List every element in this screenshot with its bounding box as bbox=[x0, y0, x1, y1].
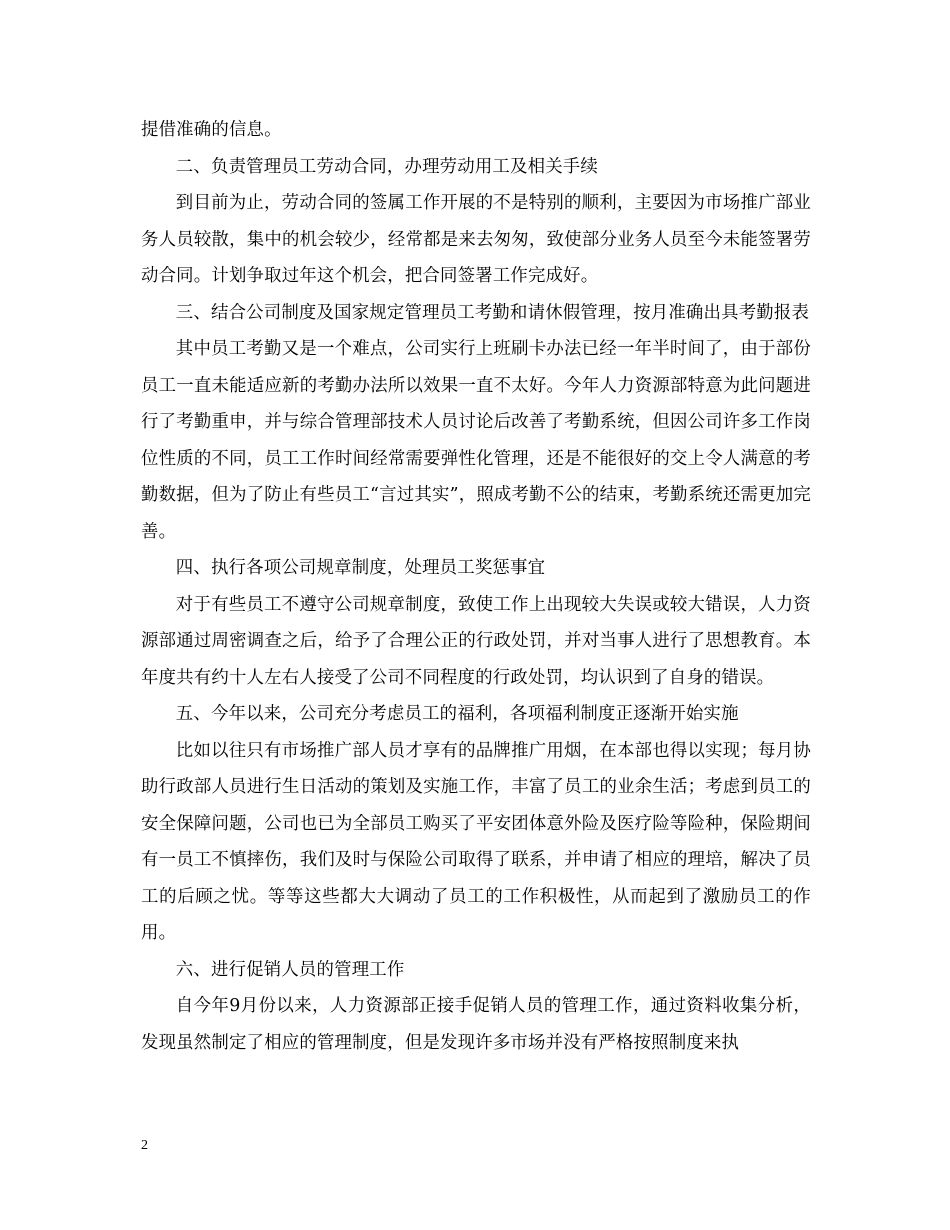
section-heading-6: 六、进行促销人员的管理工作 bbox=[175, 959, 405, 980]
section-heading-4: 四、执行各项公司规章制度，处理员工奖惩事宜 bbox=[175, 558, 546, 578]
paragraph-welfare: 比如以往只有市场推广部人员才享有的品牌推广用烟，在本部也得以实现；每月协助行政部人员进行生日活动的策划及实施工作，丰富了员工的业余生活；考虑到员工的安全保障问题，公司也已为全部员工购买了平安团体意外险及医疗险等险种，保险期间有一员工不慎摔伤，我们及时与保险公司取得了联系，并申请了相应的理培，解决了员工的后顾之忧。等等这些都大大调动了员工的工作积极性，从而起到了激励员工的作用。 bbox=[141, 740, 811, 943]
document-body bbox=[141, 112, 811, 1061]
paragraph-labor-contract: 到目前为止，劳动合同的签属工作开展的不是特别的顺利，主要因为市场推广部业务人员较散，集中的机会较少，经常都是来去匆匆，致使部分业务人员至今未能签署劳动合同。计划争取过年这个机会，把合同签署工作完成好。 bbox=[141, 193, 811, 286]
paragraph-promoters: 自今年9月份以来，人力资源部正接手促销人员的管理工作，通过资料收集分析，发现虽然制定了相应的管理制度，但是发现许多市场并没有严格按照制度来执 bbox=[141, 996, 811, 1053]
paragraph-continuation: 提借准确的信息。 bbox=[141, 120, 282, 140]
paragraph-attendance: 其中员工考勤又是一个难点，公司实行上班刷卡办法已经一年半时间了，由于部份员工一直未能适应新的考勤办法所以效果一直不太好。今年人力资源部特意为此问题进行了考勤重申，并与综合管理部技术人员讨论后改善了考勤系统，但因公司许多工作岗位性质的不同，员工工作时间经常需要弹性化管理，还是不能很好的交上令人满意的考勤数据，但为了防止有些员工“言过其实”，照成考勤不公的结束，考勤系统还需更加完善。 bbox=[141, 339, 811, 542]
section-heading-5: 五、今年以来，公司充分考虑员工的福利，各项福利制度正逐渐开始实施 bbox=[175, 704, 739, 724]
section-heading-3: 三、结合公司制度及国家规定管理员工考勤和请休假管理，按月准确出具考勤报表 bbox=[175, 302, 810, 323]
paragraph-discipline: 对于有些员工不遵守公司规章制度，致使工作上出现较大失误或较大错误，人力资源部通过周密调查之后，给予了合理公正的行政处罚，并对当事人进行了思想教育。本年度共有约十人左右人接受了公司不同程度的行政处罚，均认识到了自身的错误。 bbox=[141, 594, 811, 688]
section-heading-2: 二、负责管理员工劳动合同，办理劳动用工及相关手续 bbox=[175, 156, 598, 177]
page-number: 2 bbox=[141, 1138, 148, 1153]
